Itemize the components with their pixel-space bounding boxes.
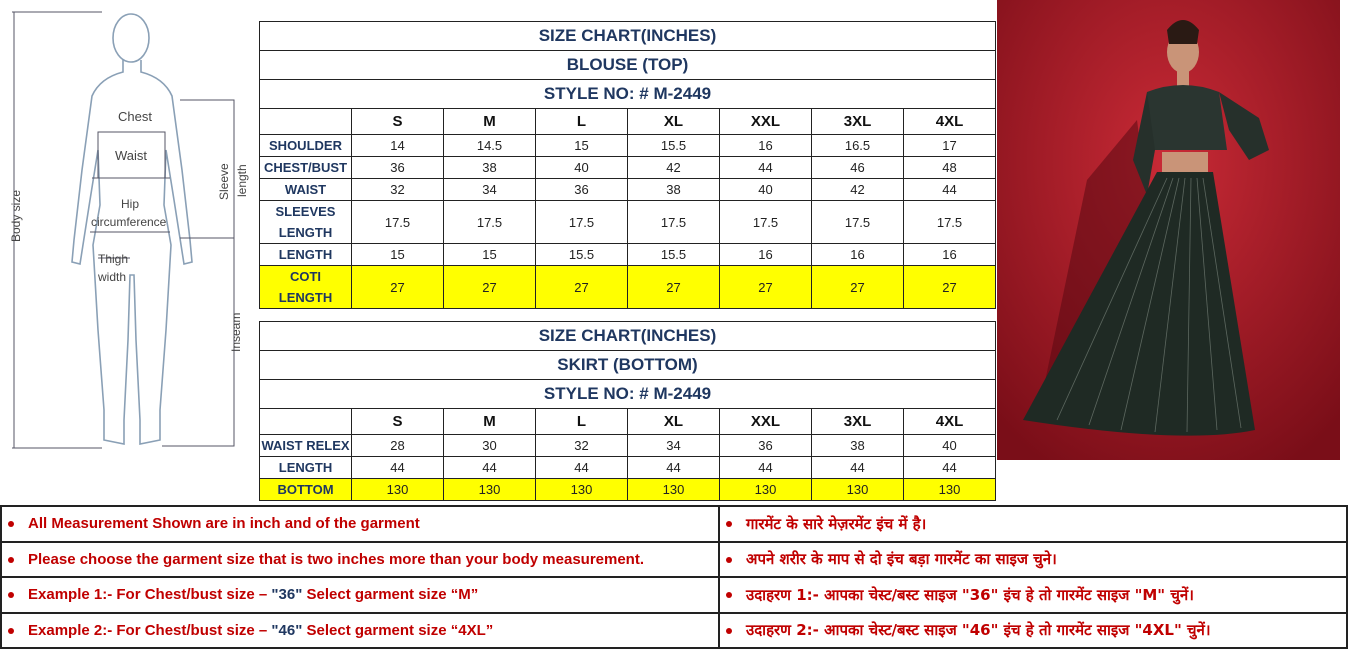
sleeve-label-2: length — [235, 164, 249, 197]
size-header-cell: M — [444, 409, 536, 435]
size-header-cell: XXL — [720, 109, 812, 135]
value-cell: 130 — [628, 479, 720, 501]
corner-cell — [260, 109, 352, 135]
note-text-segment: Example 1:- For Chest/bust size – — [28, 586, 272, 604]
value-cell: 36 — [536, 179, 628, 201]
row-label: LENGTH — [278, 460, 333, 475]
note-english — [1, 613, 719, 649]
value-cell: 14.5 — [444, 135, 536, 157]
value-cell: 36 — [352, 157, 444, 179]
note-text-segment: "46" — [271, 621, 303, 639]
value-cell: 30 — [444, 435, 536, 457]
size-header-cell: 4XL — [904, 409, 996, 435]
value-cell: 32 — [536, 435, 628, 457]
value-cell: 40 — [536, 157, 628, 179]
value-cell: 16 — [720, 244, 812, 266]
note-text-segment: Select garment size “M” — [302, 586, 479, 604]
size-header-cell: L — [536, 109, 628, 135]
row-label-cell — [260, 135, 352, 157]
value-cell: 44 — [720, 157, 812, 179]
body-silhouette — [72, 14, 192, 444]
value-cell: 27 — [536, 266, 628, 309]
waist-label: Waist — [115, 148, 148, 163]
value-cell: 27 — [812, 266, 904, 309]
note-row — [1, 542, 1347, 578]
bullet-icon — [726, 592, 732, 598]
skirt-row — [260, 457, 996, 479]
value-cell: 16 — [812, 244, 904, 266]
blouse-size-table — [259, 21, 996, 309]
row-label: WAIST RELEX — [261, 438, 350, 453]
value-cell: 44 — [812, 457, 904, 479]
row-label: WAIST — [284, 182, 327, 197]
value-cell: 15 — [444, 244, 536, 266]
skirt-size-header — [260, 409, 996, 435]
row-label-line2: LENGTH — [278, 225, 333, 240]
thigh-label: Thigh — [98, 252, 129, 266]
size-header-cell: L — [536, 409, 628, 435]
value-cell: 17 — [904, 135, 996, 157]
inseam-label: Inseam — [229, 312, 243, 352]
hip-label-2: circumference — [91, 215, 167, 229]
note-text-segment: Select garment size “4XL” — [302, 621, 494, 639]
value-cell: 42 — [812, 179, 904, 201]
skirt-row — [260, 435, 996, 457]
value-cell: 17.5 — [536, 201, 628, 244]
value-cell: 46 — [812, 157, 904, 179]
blouse-row — [260, 135, 996, 157]
value-cell: 130 — [352, 479, 444, 501]
row-label-cell — [260, 266, 352, 309]
row-label-line2: LENGTH — [278, 290, 333, 305]
value-cell: 14 — [352, 135, 444, 157]
value-cell: 17.5 — [904, 201, 996, 244]
value-cell: 27 — [904, 266, 996, 309]
row-label: SLEEVES — [275, 204, 336, 219]
value-cell: 34 — [628, 435, 720, 457]
note-hindi — [719, 506, 1347, 542]
value-cell: 27 — [352, 266, 444, 309]
note-hindi-text: अपने शरीर के माप से दो इंच बड़ा गारमेंट का साइज चुने। — [746, 550, 1057, 569]
size-header-cell: S — [352, 409, 444, 435]
size-header-cell: M — [444, 109, 536, 135]
row-label: COTI — [289, 269, 322, 284]
row-label-cell — [260, 157, 352, 179]
product-photo — [997, 0, 1340, 460]
note-text-segment: Example 2:- For Chest/bust size – — [28, 621, 272, 639]
blouse-style-number: STYLE NO: # M-2449 — [260, 80, 996, 109]
skirt-size-table — [259, 321, 996, 501]
row-label: BOTTOM — [277, 482, 334, 497]
note-text-segment: "36" — [271, 586, 303, 604]
row-label-cell — [260, 201, 352, 244]
value-cell: 16.5 — [812, 135, 904, 157]
row-label: LENGTH — [278, 247, 333, 262]
value-cell: 130 — [812, 479, 904, 501]
corner-cell — [260, 409, 352, 435]
value-cell: 16 — [904, 244, 996, 266]
hip-label: Hip — [121, 197, 140, 211]
size-header-cell: S — [352, 109, 444, 135]
value-cell: 27 — [628, 266, 720, 309]
note-hindi-text: उदाहरण 1:- आपका चेस्ट/बस्ट साइज "36" इंच हे तो गारमेंट साइज "M" चुनें। — [746, 585, 1194, 604]
blouse-row — [260, 179, 996, 201]
value-cell: 44 — [628, 457, 720, 479]
value-cell: 28 — [352, 435, 444, 457]
value-cell: 32 — [352, 179, 444, 201]
thigh-label-2: width — [98, 270, 127, 284]
note-hindi-text: उदाहरण 2:- आपका चेस्ट/बस्ट साइज "46" इंच हे तो गारमेंट साइज "4XL" चुनें। — [746, 621, 1211, 640]
note-english — [1, 577, 719, 613]
value-cell: 130 — [904, 479, 996, 501]
value-cell: 17.5 — [352, 201, 444, 244]
chest-label: Chest — [118, 109, 152, 124]
value-cell: 15 — [352, 244, 444, 266]
value-cell: 42 — [628, 157, 720, 179]
bullet-icon — [8, 557, 14, 563]
row-label: CHEST/BUST — [263, 160, 348, 175]
value-cell: 130 — [720, 479, 812, 501]
body-measurement-diagram — [0, 0, 258, 504]
value-cell: 17.5 — [444, 201, 536, 244]
value-cell: 27 — [444, 266, 536, 309]
blouse-title: SIZE CHART(INCHES) — [260, 22, 996, 51]
skirt-style-number: STYLE NO: # M-2449 — [260, 380, 996, 409]
note-text-segment: All Measurement Shown are in inch and of the garment — [28, 515, 420, 533]
row-label-cell — [260, 479, 352, 501]
size-header-cell: XL — [628, 109, 720, 135]
value-cell: 17.5 — [720, 201, 812, 244]
blouse-row — [260, 266, 996, 309]
size-header-cell: 3XL — [812, 409, 904, 435]
blouse-size-header — [260, 109, 996, 135]
row-label-cell — [260, 244, 352, 266]
note-row — [1, 613, 1347, 649]
value-cell: 15.5 — [536, 244, 628, 266]
row-label-cell — [260, 179, 352, 201]
value-cell: 44 — [904, 457, 996, 479]
note-hindi — [719, 577, 1347, 613]
value-cell: 17.5 — [628, 201, 720, 244]
row-label: SHOULDER — [269, 138, 342, 153]
blouse-row — [260, 201, 996, 244]
blouse-subtitle: BLOUSE (TOP) — [260, 51, 996, 80]
value-cell: 17.5 — [812, 201, 904, 244]
value-cell: 48 — [904, 157, 996, 179]
bullet-icon — [726, 628, 732, 634]
bullet-icon — [726, 557, 732, 563]
value-cell: 15.5 — [628, 244, 720, 266]
blouse-row — [260, 244, 996, 266]
value-cell: 44 — [352, 457, 444, 479]
body-size-label: Body size — [9, 189, 23, 242]
note-row — [1, 506, 1347, 542]
value-cell: 16 — [720, 135, 812, 157]
value-cell: 44 — [720, 457, 812, 479]
sleeve-label: Sleeve — [217, 163, 231, 200]
bullet-icon — [8, 521, 14, 527]
measurement-notes — [0, 505, 1348, 649]
note-english — [1, 542, 719, 578]
value-cell: 44 — [536, 457, 628, 479]
bullet-icon — [726, 521, 732, 527]
size-header-cell: 4XL — [904, 109, 996, 135]
value-cell: 34 — [444, 179, 536, 201]
value-cell: 40 — [904, 435, 996, 457]
size-header-cell: 3XL — [812, 109, 904, 135]
value-cell: 44 — [444, 457, 536, 479]
skirt-row — [260, 479, 996, 501]
value-cell: 44 — [904, 179, 996, 201]
size-header-cell: XL — [628, 409, 720, 435]
note-row — [1, 577, 1347, 613]
value-cell: 36 — [720, 435, 812, 457]
row-label-cell — [260, 435, 352, 457]
skirt-title: SIZE CHART(INCHES) — [260, 322, 996, 351]
size-header-cell: XXL — [720, 409, 812, 435]
bullet-icon — [8, 628, 14, 634]
value-cell: 40 — [720, 179, 812, 201]
value-cell: 130 — [444, 479, 536, 501]
value-cell: 38 — [444, 157, 536, 179]
measure-guides — [12, 12, 234, 448]
value-cell: 27 — [720, 266, 812, 309]
value-cell: 130 — [536, 479, 628, 501]
note-text-segment: Please choose the garment size that is two inches more than your body measurement. — [28, 550, 645, 568]
note-hindi-text: गारमेंट के सारे मेज़रमेंट इंच में है। — [746, 514, 927, 533]
note-hindi — [719, 613, 1347, 649]
skirt-subtitle: SKIRT (BOTTOM) — [260, 351, 996, 380]
row-label-cell — [260, 457, 352, 479]
value-cell: 15 — [536, 135, 628, 157]
value-cell: 38 — [812, 435, 904, 457]
note-english — [1, 506, 719, 542]
value-cell: 15.5 — [628, 135, 720, 157]
bullet-icon — [8, 592, 14, 598]
note-hindi — [719, 542, 1347, 578]
value-cell: 38 — [628, 179, 720, 201]
blouse-row — [260, 157, 996, 179]
